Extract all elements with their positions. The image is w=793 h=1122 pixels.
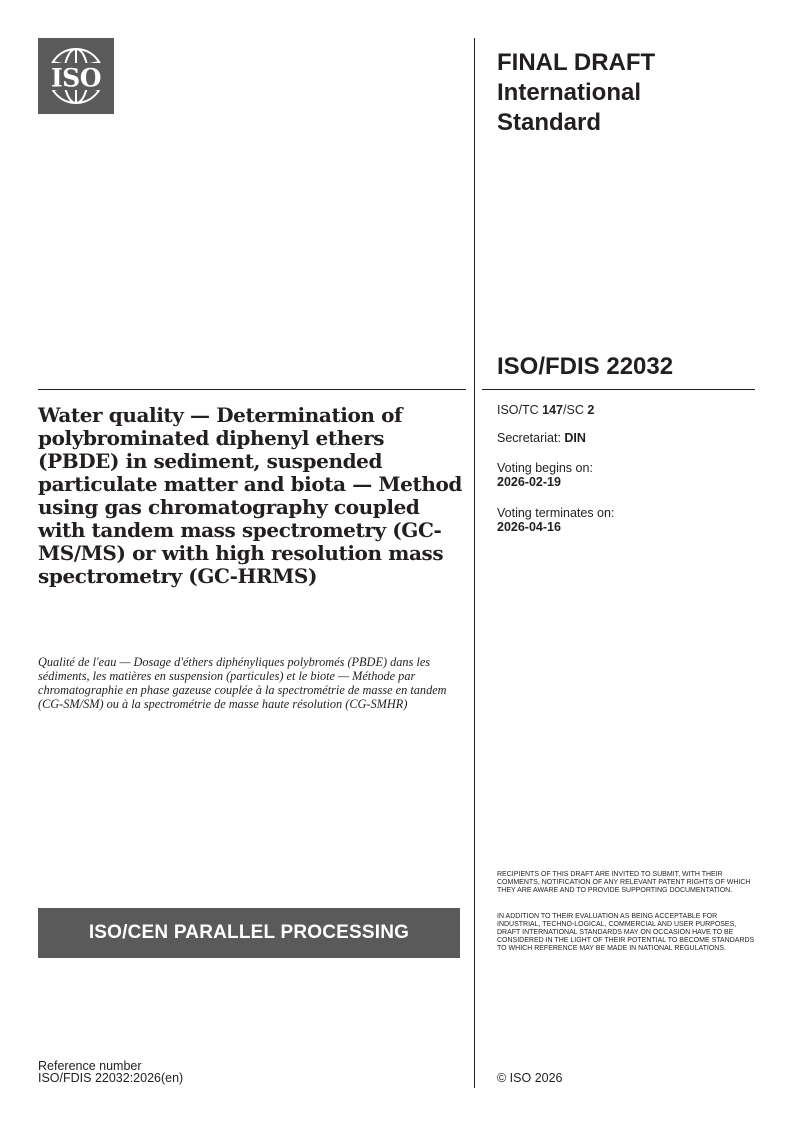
committee — [497, 403, 757, 417]
document-stage — [497, 48, 767, 138]
reference-label: Reference number — [38, 1059, 142, 1073]
notice-paragraph-1: RECIPIENTS OF THIS DRAFT ARE INVITED TO SUBMIT, WITH THEIR COMMENTS, NOTIFICATION OF ANY RELEVANT PATENT RIGHTS OF WHICH THEY ARE AWARE AND TO PROVIDE SUPPORTING DOCUMENTATION. — [497, 871, 751, 895]
secretariat-label: Secretariat: — [497, 431, 565, 445]
logo-text: ISO — [50, 63, 102, 93]
voting-begins-date: 2026-02-19 — [497, 475, 561, 489]
committee-prefix: ISO/TC — [497, 403, 543, 417]
horizontal-rule-left — [38, 389, 466, 390]
iso-logo — [38, 38, 114, 114]
voting-terminates-label: Voting terminates on: — [497, 506, 615, 520]
copyright: © ISO 2026 — [497, 1071, 563, 1085]
voting-terminates — [497, 506, 757, 534]
iso-globe-icon — [38, 38, 114, 114]
vertical-divider — [474, 38, 475, 1088]
stage-line-2: International — [497, 79, 642, 106]
voting-terminates-date: 2026-04-16 — [497, 520, 561, 534]
tc-number: 147 — [542, 403, 564, 417]
reference-number: ISO/FDIS 22032:2026(en) — [38, 1071, 184, 1085]
committee-sep: /SC — [563, 403, 588, 417]
english-title: Water quality — Determination of polybrominated diphenyl ethers (PBDE) in sediment, suspended particulate matter and biota — Method using gas chromatography coupled with tandem mass spectrometry (GC-MS/MS) or with high resolution mass spectrometry (GC-HRMS) — [38, 403, 462, 588]
french-title: Qualité de l'eau — Dosage d'éthers diphényliques polybromés (PBDE) dans les sédiments, les matières en suspension (particules) et le biote — Méthode par chromatographie en phase gazeuse couplée à la spectrométrie de masse en tandem (CG-SM/SM) ou à la spectrométrie de masse haute résolution (CG-SMHR) — [38, 655, 447, 711]
voting-begins — [497, 461, 757, 489]
sc-number: 2 — [587, 403, 595, 417]
secretariat — [497, 431, 757, 445]
horizontal-rule-right — [482, 389, 755, 390]
secretariat-value: DIN — [564, 431, 586, 445]
notice-paragraph-2: IN ADDITION TO THEIR EVALUATION AS BEING ACCEPTABLE FOR INDUSTRIAL, TECHNO-LOGICAL, COMMERCIAL AND USER PURPOSES, DRAFT INTERNATIONAL STANDARDS MAY ON OCCASION HAVE TO BE CONSIDERED IN THE LIGHT OF THEIR POTENTIAL TO BECOME STANDARDS TO WHICH REFERENCE MAY BE MADE IN NATIONAL REGULATIONS. — [497, 913, 755, 953]
stage-line-3: Standard — [497, 109, 602, 136]
parallel-processing-banner: ISO/CEN PARALLEL PROCESSING — [38, 908, 460, 958]
document-number: ISO/FDIS 22032 — [497, 353, 674, 380]
stage-line-1: FINAL DRAFT — [497, 49, 656, 76]
voting-begins-label: Voting begins on: — [497, 461, 593, 475]
